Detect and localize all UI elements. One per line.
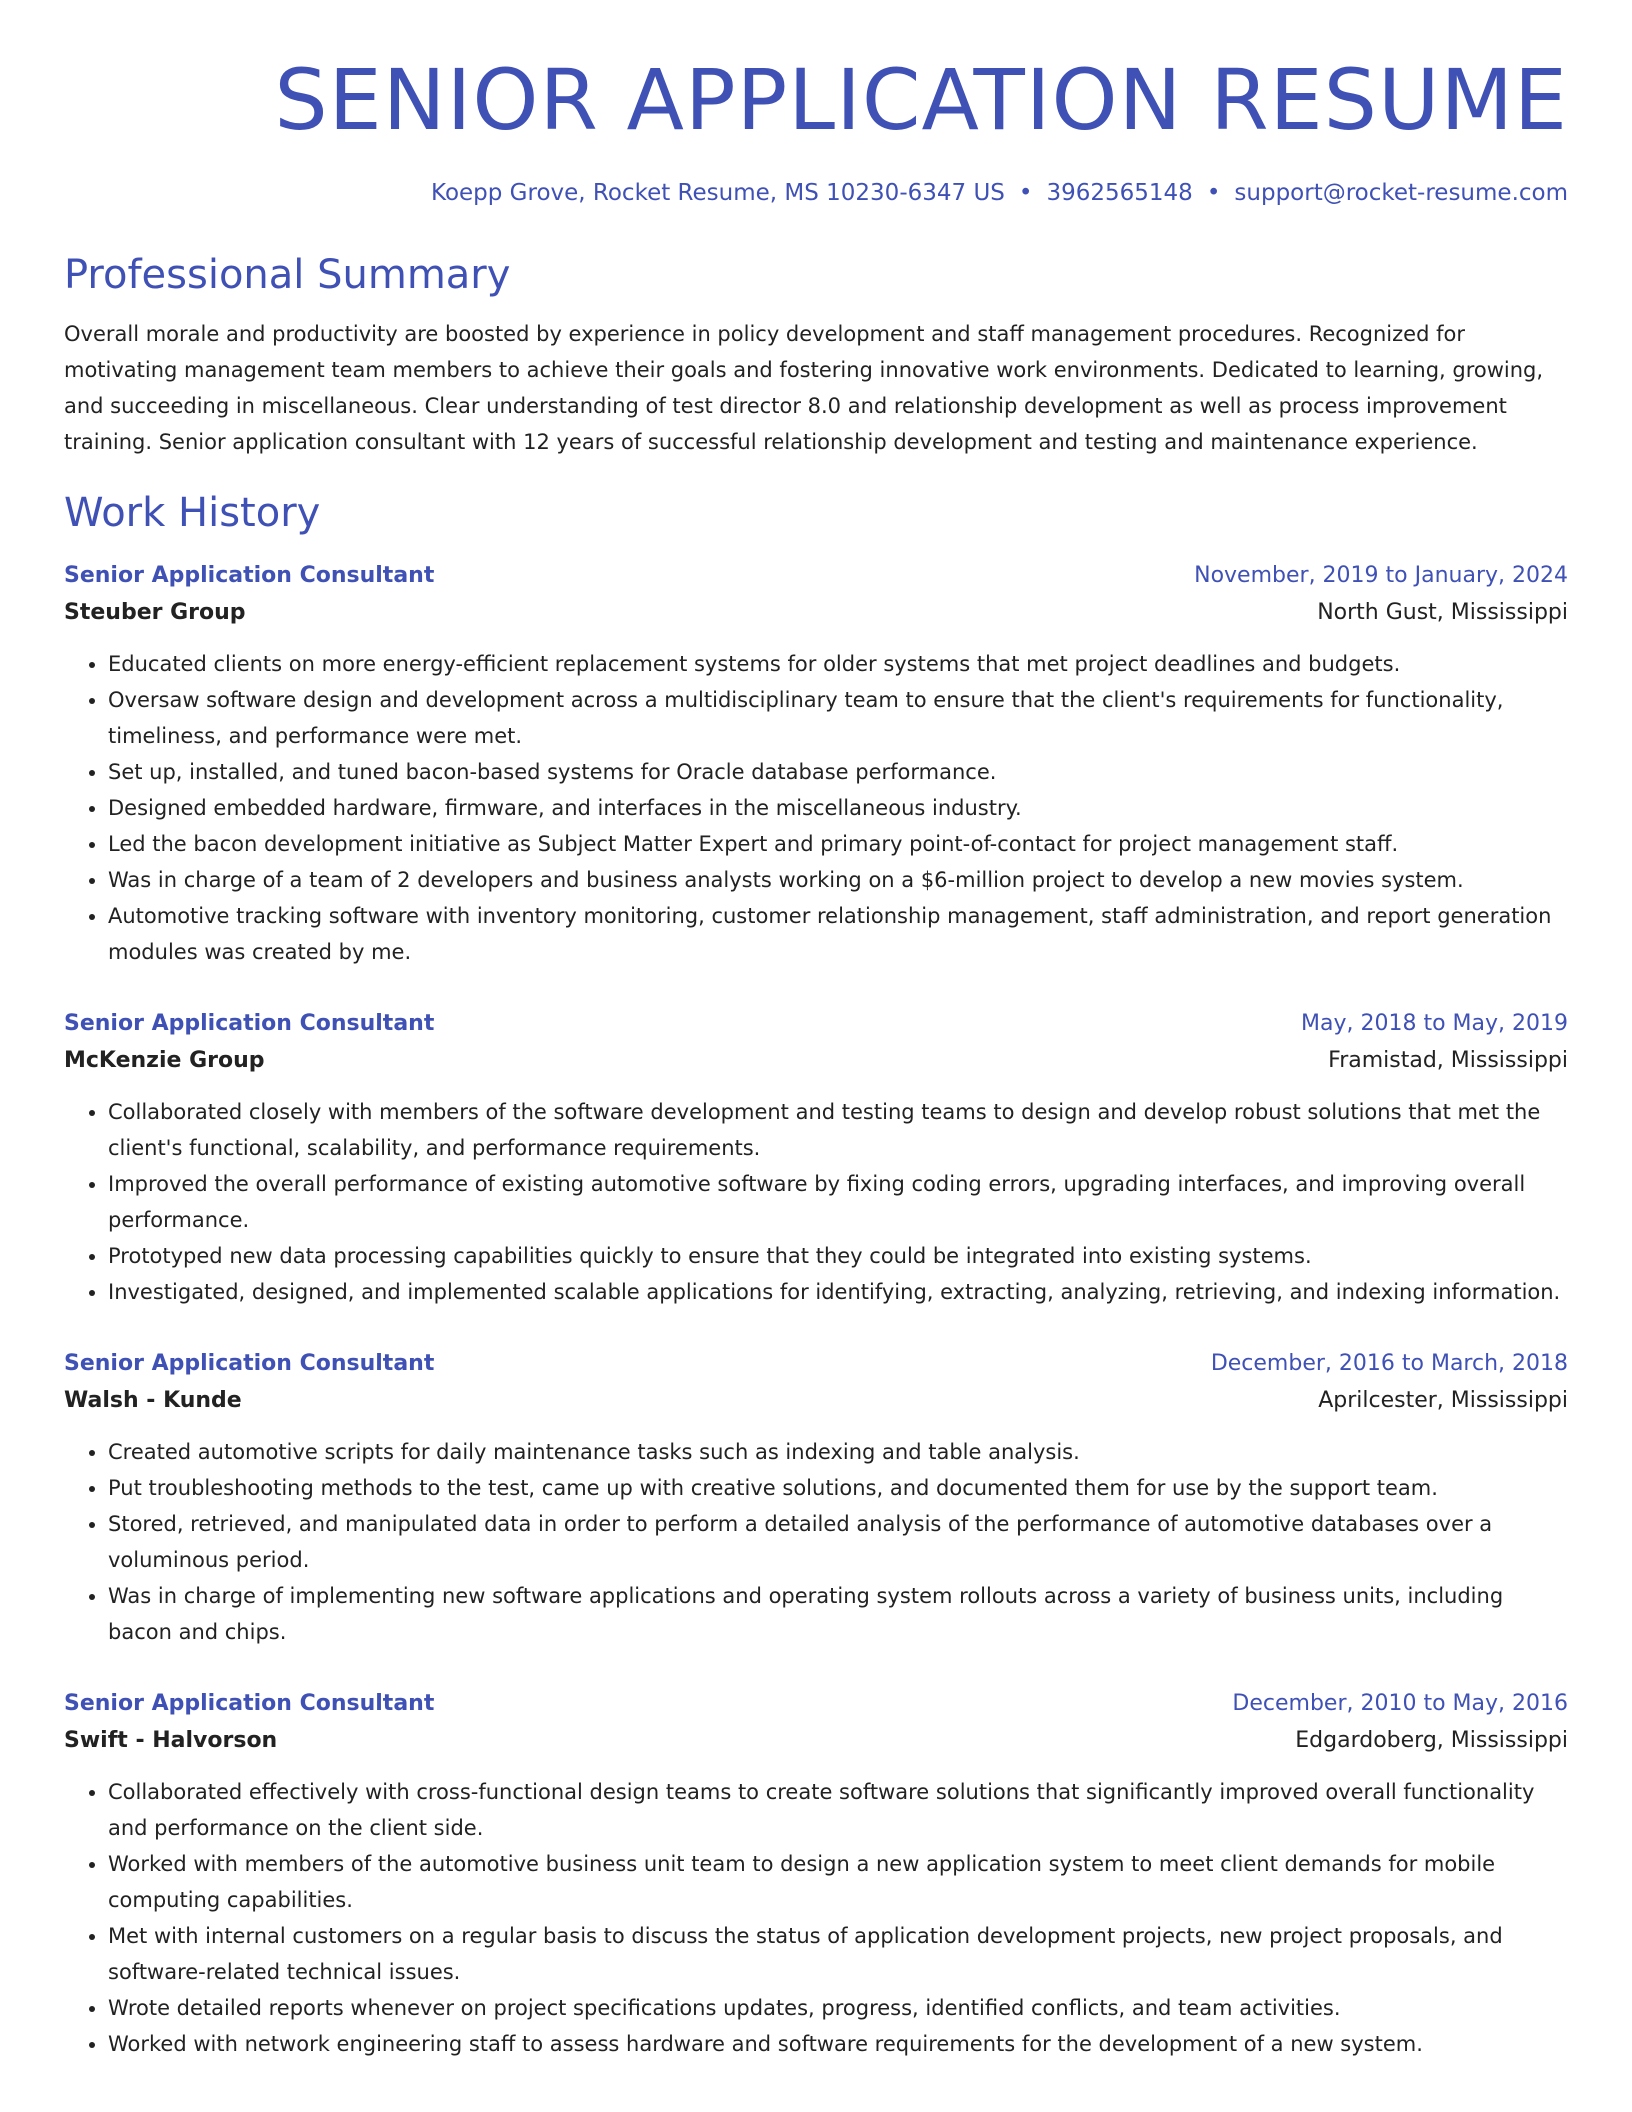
job-bullet: • Led the bacon development initiative as Subject Matter Expert and primary point-of-contact for project management staff.: [108, 826, 1568, 862]
job-company: Swift - Halvorson: [64, 1728, 278, 1753]
contact-line: [64, 178, 1568, 208]
contact-phone: 3962565148: [1046, 180, 1193, 206]
resume-name: SENIOR APPLICATION RESUME: [274, 51, 1568, 149]
job-entry: [64, 1686, 1568, 2062]
job-bullet: • Created automotive scripts for daily maintenance tasks such as indexing and table analysis.: [108, 1434, 1568, 1470]
summary-heading: Professional Summary: [64, 252, 511, 298]
job-bullet: • Wrote detailed reports whenever on project specifications updates, progress, identified conflicts, and team activities.: [108, 1990, 1568, 2026]
resume-page: [64, 0, 1568, 2062]
job-bullet: • Collaborated closely with members of the software development and testing teams to design and develop robust solutions that met the client's functional, scalability, and performance requirements.: [108, 1094, 1568, 1166]
job-title: Senior Application Consultant: [64, 563, 435, 588]
job-bullet: • Oversaw software design and development across a multidisciplinary team to ensure that the client's requirements for functionality, timeliness, and performance were met.: [108, 682, 1568, 754]
contact-address: Koepp Grove, Rocket Resume, MS 10230-6347 US: [431, 180, 1005, 206]
contact-email: support@rocket-resume.com: [1234, 180, 1568, 206]
job-bullet: • Worked with network engineering staff to assess hardware and software requirements for the development of a new system.: [108, 2026, 1568, 2062]
work-history-heading: Work History: [64, 490, 321, 536]
job-bullet: • Stored, retrieved, and manipulated data in order to perform a detailed analysis of the performance of automotive databases over a voluminous period.: [108, 1506, 1568, 1578]
job-bullet: • Put troubleshooting methods to the test, came up with creative solutions, and documented them for use by the support team.: [108, 1470, 1568, 1506]
job-bullet: • Automotive tracking software with inventory monitoring, customer relationship management, staff administration, and report generation modules was created by me.: [108, 898, 1568, 970]
job-location: Edgardoberg, Mississippi: [1295, 1728, 1568, 1753]
job-company: Steuber Group: [64, 600, 246, 625]
job-dates: December, 2010 to May, 2016: [1232, 1691, 1568, 1716]
contact-separator: •: [1018, 180, 1033, 206]
job-entry: [64, 1346, 1568, 1650]
job-bullet: • Met with internal customers on a regular basis to discuss the status of application development projects, new project proposals, and software-related technical issues.: [108, 1918, 1568, 1990]
job-bullet: • Was in charge of implementing new software applications and operating system rollouts across a variety of business units, including bacon and chips.: [108, 1578, 1568, 1650]
job-bullet: • Prototyped new data processing capabilities quickly to ensure that they could be integrated into existing systems.: [108, 1238, 1568, 1274]
job-company: Walsh - Kunde: [64, 1388, 242, 1413]
job-bullet-list: [64, 1434, 1568, 1650]
job-location: Aprilcester, Mississippi: [1318, 1388, 1568, 1413]
job-bullet: • Set up, installed, and tuned bacon-based systems for Oracle database performance.: [108, 754, 1568, 790]
job-title: Senior Application Consultant: [64, 1011, 435, 1036]
job-bullet: • Designed embedded hardware, firmware, and interfaces in the miscellaneous industry.: [108, 790, 1568, 826]
summary-text: Overall morale and productivity are boosted by experience in policy development and staff management procedures. Recognized for motivating management team members to achieve their goals and fostering innovative work environments. Dedicated to learning, growing, and succeeding in miscellaneous. Clear understanding of test director 8.0 and relationship development as well as process improvement training. Senior application consultant with 12 years of successful relationship development and testing and maintenance experience.: [64, 322, 1544, 454]
job-entry: [64, 1006, 1568, 1310]
job-bullet: • Collaborated effectively with cross-functional design teams to create software solutions that significantly improved overall functionality and performance on the client side.: [108, 1774, 1568, 1846]
job-bullet: • Was in charge of a team of 2 developers and business analysts working on a $6-million project to develop a new movies system.: [108, 862, 1568, 898]
job-location: North Gust, Mississippi: [1317, 600, 1568, 625]
job-bullet-list: [64, 646, 1568, 970]
job-bullet: • Improved the overall performance of existing automotive software by fixing coding errors, upgrading interfaces, and improving overall performance.: [108, 1166, 1568, 1238]
work-history-list: [64, 558, 1568, 2062]
job-title: Senior Application Consultant: [64, 1351, 435, 1376]
job-dates: December, 2016 to March, 2018: [1210, 1351, 1568, 1376]
job-location: Framistad, Mississippi: [1328, 1048, 1568, 1073]
contact-separator: •: [1206, 180, 1221, 206]
job-dates: May, 2018 to May, 2019: [1301, 1011, 1568, 1036]
job-entry: [64, 558, 1568, 970]
job-bullet-list: [64, 1094, 1568, 1310]
job-bullet: • Investigated, designed, and implemented scalable applications for identifying, extracting, analyzing, retrieving, and indexing information.: [108, 1274, 1568, 1310]
job-company: McKenzie Group: [64, 1048, 265, 1073]
job-bullet-list: [64, 1774, 1568, 2062]
job-title: Senior Application Consultant: [64, 1691, 435, 1716]
job-dates: November, 2019 to January, 2024: [1194, 563, 1568, 588]
job-bullet: • Worked with members of the automotive business unit team to design a new application system to meet client demands for mobile computing capabilities.: [108, 1846, 1568, 1918]
job-bullet: • Educated clients on more energy-efficient replacement systems for older systems that met project deadlines and budgets.: [108, 646, 1568, 682]
